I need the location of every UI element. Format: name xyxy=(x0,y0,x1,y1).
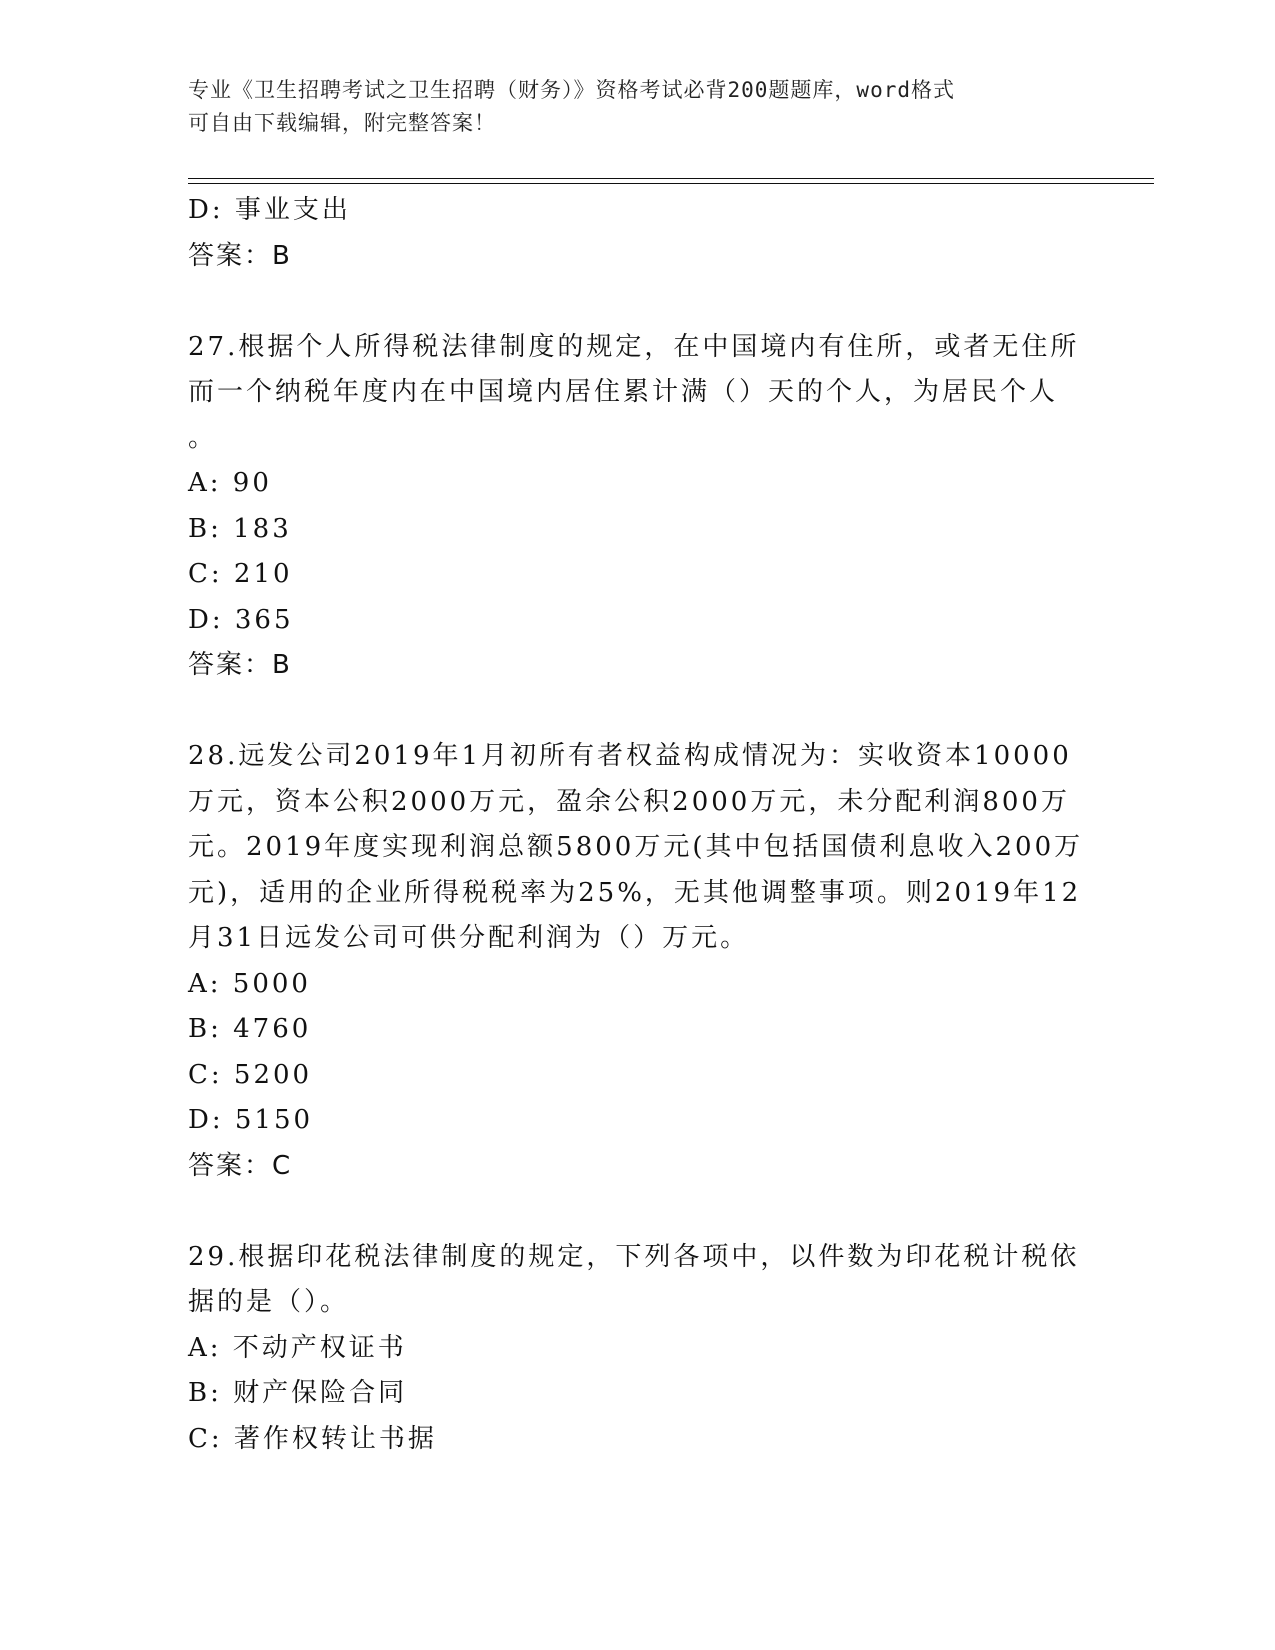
question-29 xyxy=(188,1235,1088,1463)
answer: 答案：C xyxy=(188,1150,293,1181)
question-text-line: 元。2019年度实现利润总额5800万元(其中包括国债利息收入200万 xyxy=(188,832,1084,862)
question-26-tail xyxy=(188,188,1088,279)
header-line-1: 专业《卫生招聘考试之卫生招聘（财务）》资格考试必背200题题库，word格式 xyxy=(188,78,955,102)
spacer xyxy=(188,689,1088,735)
option-b: B: 183 xyxy=(188,513,292,544)
option-b: B: 4760 xyxy=(188,1014,312,1044)
question-text-line: 据的是（）。 xyxy=(188,1287,350,1317)
option-a: A: 5000 xyxy=(188,968,311,999)
option-c: C: 210 xyxy=(188,559,293,589)
option-a: A: 不动产权证书 xyxy=(188,1332,407,1363)
option-d: D: 事业支出 xyxy=(188,195,351,225)
page-header xyxy=(188,74,1068,140)
question-text-line: 而一个纳税年度内在中国境内居住累计满（）天的个人，为居民个人 xyxy=(188,377,1059,407)
question-text-line: 万元，资本公积2000万元，盈余公积2000万元，未分配利润800万 xyxy=(188,786,1070,817)
header-rule-top xyxy=(188,178,1154,179)
spacer xyxy=(188,279,1088,325)
question-27 xyxy=(188,325,1088,689)
document-body xyxy=(188,188,1088,1462)
answer: 答案：B xyxy=(188,650,292,680)
question-text-line: 27.根据个人所得税法律制度的规定，在中国境内有住所，或者无住所 xyxy=(188,331,1080,362)
spacer xyxy=(188,1189,1088,1235)
option-c: C: 5200 xyxy=(188,1059,313,1090)
header-rule-bottom xyxy=(188,183,1154,184)
question-text-line: 元)，适用的企业所得税税率为25%，无其他调整事项。则2019年12 xyxy=(188,877,1082,908)
option-a: A: 90 xyxy=(188,468,272,498)
question-text-line: 29.根据印花税法律制度的规定，下列各项中，以件数为印花税计税依 xyxy=(188,1241,1080,1272)
question-28 xyxy=(188,734,1088,1189)
option-b: B: 财产保险合同 xyxy=(188,1378,408,1408)
question-text-line: 。 xyxy=(188,422,218,453)
header-line-2: 可自由下载编辑，附完整答案！ xyxy=(188,111,496,135)
option-c: C: 著作权转让书据 xyxy=(188,1423,437,1454)
option-d: D: 5150 xyxy=(188,1105,314,1135)
question-text-line: 月31日远发公司可供分配利润为（）万元。 xyxy=(188,923,750,953)
question-text-line: 28.远发公司2019年1月初所有者权益构成情况为：实收资本10000 xyxy=(188,741,1072,771)
answer: 答案：B xyxy=(188,240,292,271)
option-d: D: 365 xyxy=(188,604,294,635)
